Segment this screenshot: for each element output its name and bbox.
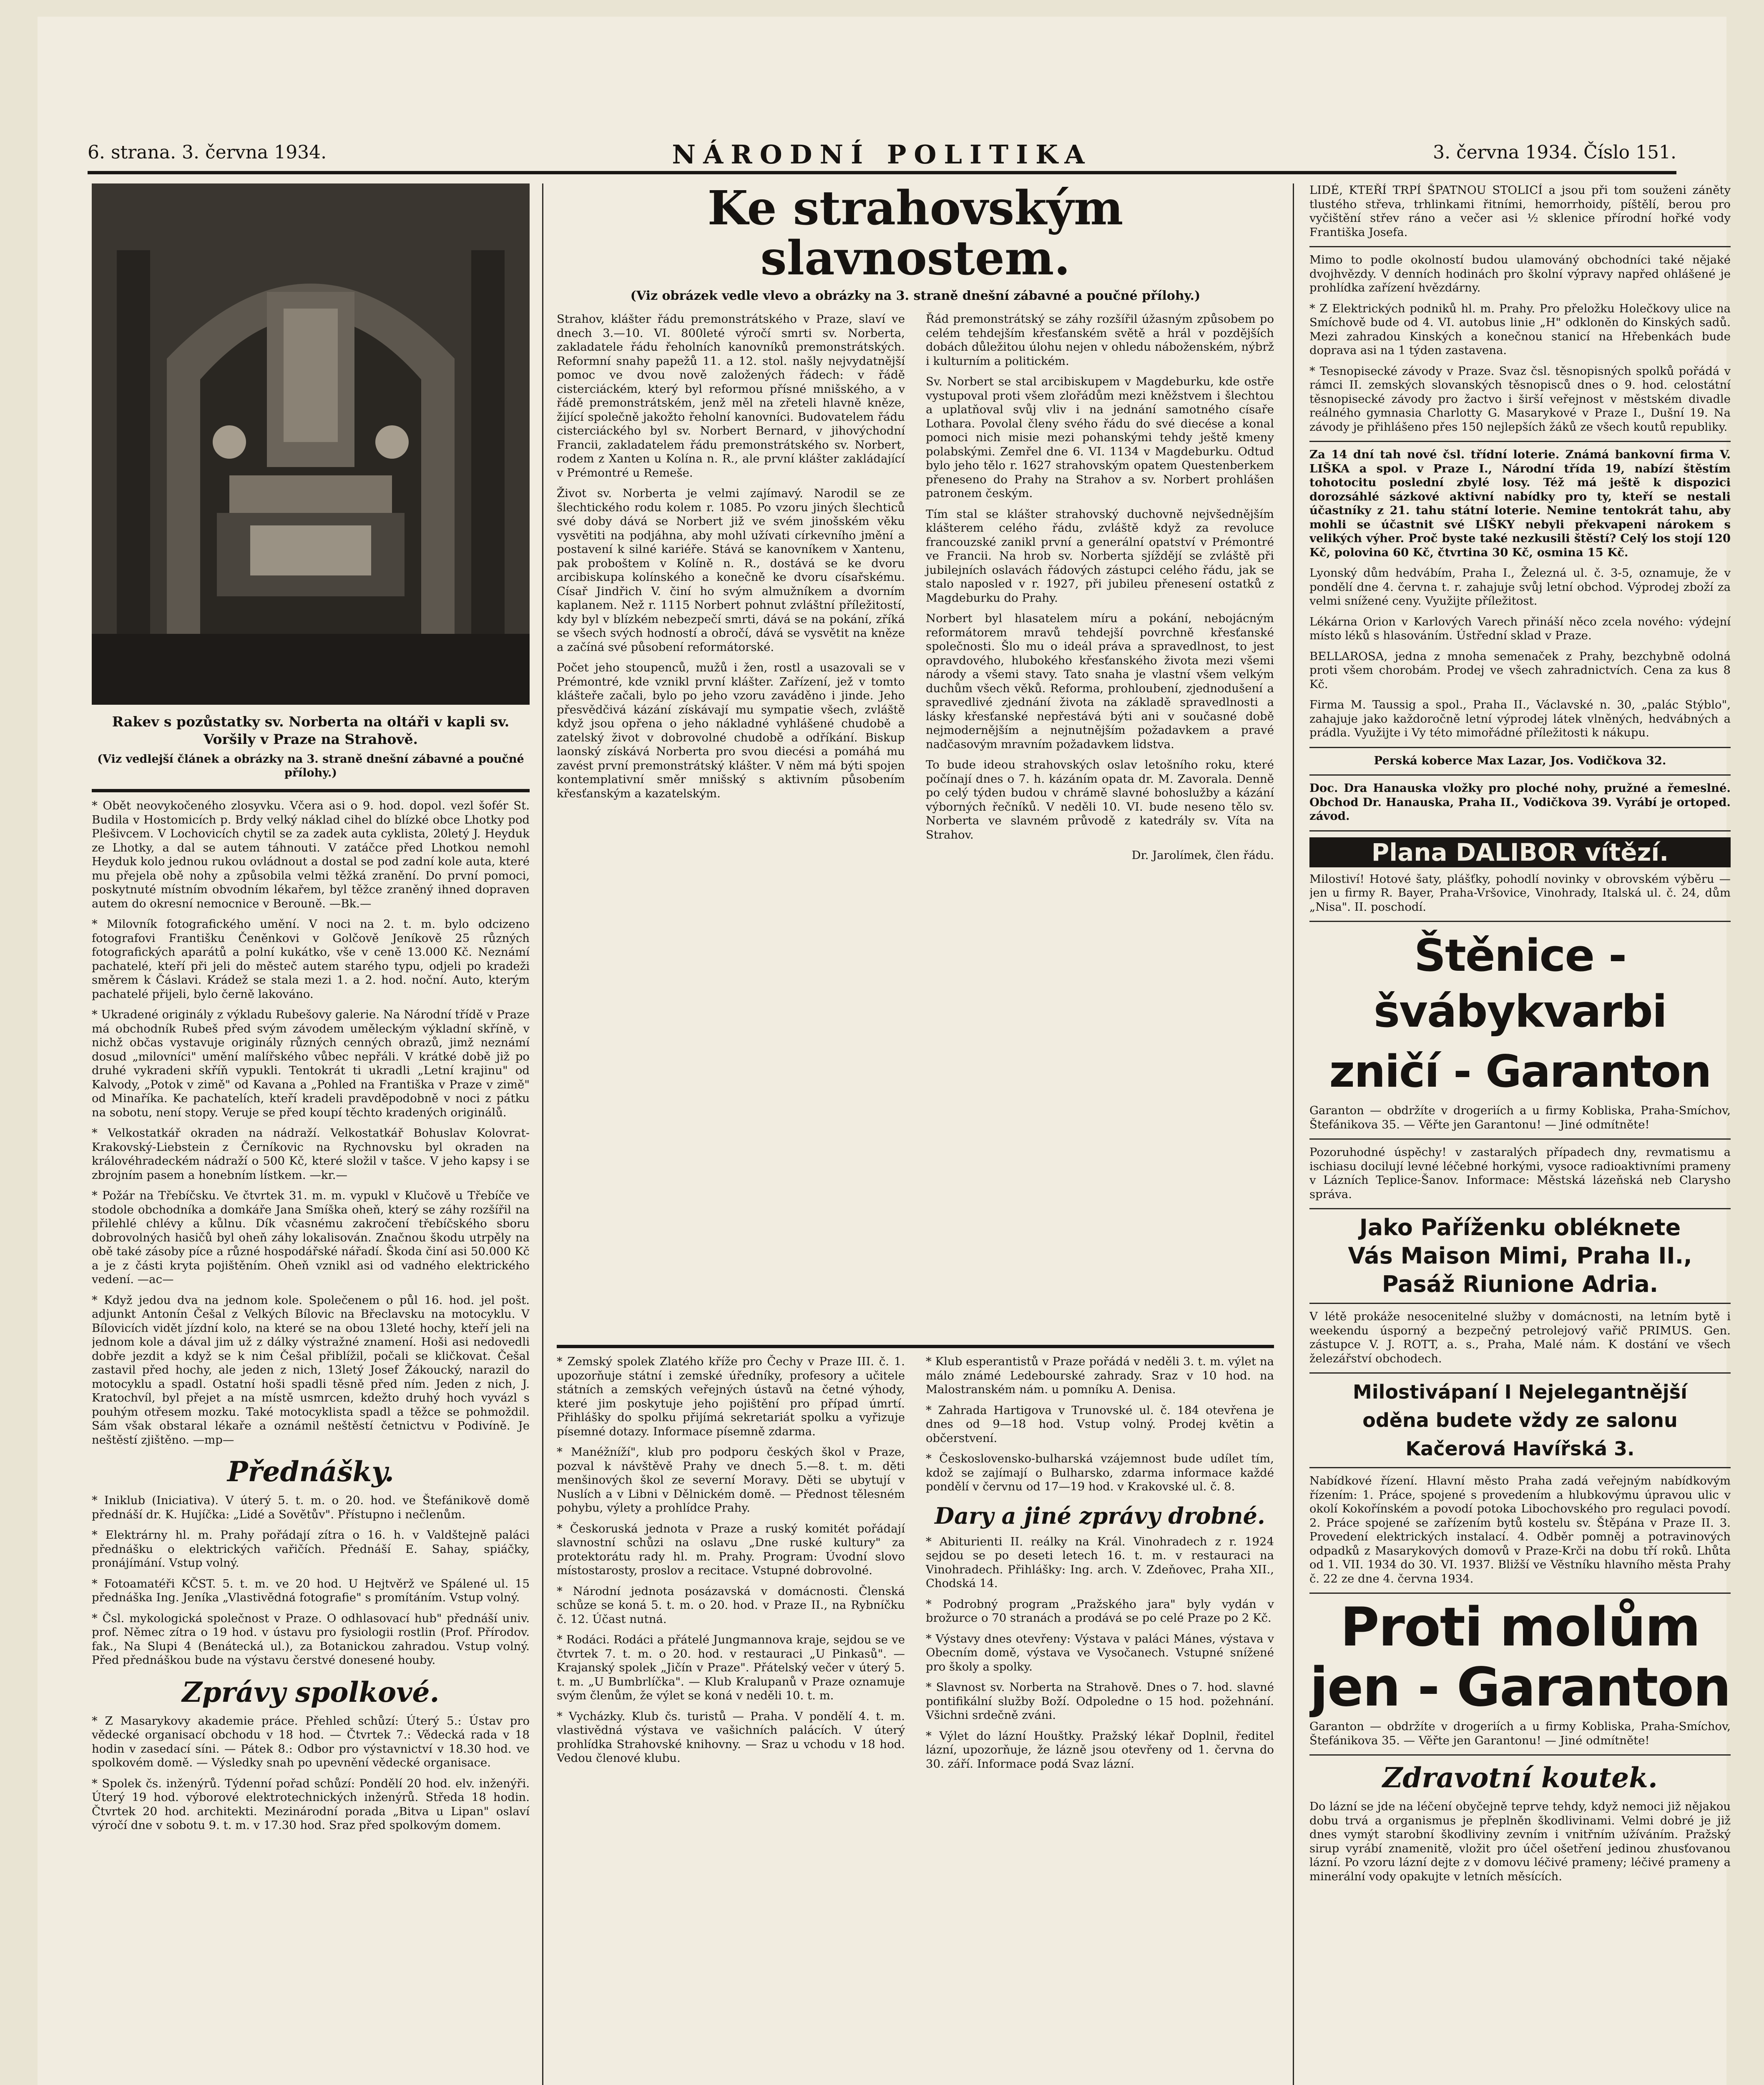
health-text: Do lázní se jde na léčení obyčejně teprve tehdy, když nemoci již nějakou dobu trvá a organismus je přeplněn škodlivinami. Velmi dobré je již dnes vymýt starobní škodliviny zevním i vnitřním užíváním. Pražský sirup vyrábí znamenitě, vložit pro účel ošetření jedinou zhusťovanou lázní. Po vzoru lázní dejte z v domovu léčivé prameny; léčivé prameny a minerální vody opakujte v letních měsících. [1309,1800,1731,1883]
article-paragraph: Strahov, klášter řádu premonstrátského v Praze, slaví ve dnech 3.—10. VI. 800leté výročí smrti sv. Norberta, zakladatele řádu řeholních kanovníků premonstrátských. Reformní snahy papežů 11. a 12. stol. našly nejvydatnější pomoc ve dvou nově založených řádech: v řádě cisterciáckém, který byl reformou přísné mnišského, a v řádě premonstrátském, jenž měl na zřeteli hlavně kněze, žijící společně jakožto řeholní kanovníci. Budovatelem řádu cisterciáckého byl sv. Norbert Bernard, v jihovýchodní Francii, zakladatelem řádu premonstrátského sv. Norbert, rodem z Xanten u Kolína n. R., ale první klášter zakládající v Prémontré u Remeše. [557,312,905,480]
ad-text: Za 14 dní tah nové čsl. třídní loterie. Známá bankovní firma V. LIŠKA a spol. v Praze I., Národní třída 19, nabízí štěstím tohotocitu poslední zbylé losy. Též má ještě k dispozici dorozsáhlé sázkové aktivní nabídky pro ty, kteří se nestali účastníky z 21. tahu státní loterie. Nemine tentokrát tahu, aby mohli se účastnit své LIŠKY nebyli překvapeni nárokem s velikých výher. Proč byste také nezkusili štěstí? Celý los stojí 120 Kč, polovina 60 Kč, čtvrtina 30 Kč, osmina 15 Kč. [1309,448,1731,559]
lecture-item: * Iniklub (Iniciativa). V úterý 5. t. m. o 20. hod. ve Štefánikově domě přednáší dr. K. Hujíčka: „Lidé a Sovětův". Přístupno i nečlenům. [92,1494,530,1521]
divider [1309,1303,1731,1304]
notice-item: * Z Elektrických podniků hl. m. Prahy. Pro přeložku Holečkovy ulice na Smíchově bude od 4. VI. autobus linie „H" odkloněn do Kinských sadů. Mezi zahradou Kinských a konečnou stanicí na Hřebenkách bude doprava asi na 1 týden zastavena. [1309,301,1731,357]
article-paragraph: Život sv. Norberta je velmi zajímavý. Narodil se ze šlechtického rodu kolem r. 1085. Po vzoru jiných šlechticů své doby dává se Norbert již ve svém jinošském věku vysvětiti na podjáhna, aby mohl užívati církevního jmění a postavení k silné kariéře. Stává se kanovníkem v Xantenu, pak proboštem v Kolíně n. R., dostává se ke dvoru arcibiskupa kolínského a konečně ke dvoru císařskému. Císař Jindřich V. činí ho svým almužníkem a dvorním kaplanem. Než r. 1115 Norbert pohnut zvláštní příležitostí, kdy byl v blízkém nebezpečí smrti, dává se na pokání, zříká se všech svých hodností a obročí, dává se vysvětit na kněze a začíná své působení reformátorské. [557,487,905,654]
divider [1309,830,1731,831]
divider [1309,774,1731,776]
ad-text: Perská koberce Max Lazar, Jos. Vodičkova 32. [1374,754,1666,767]
divider [1309,921,1731,922]
ad-text: V létě prokáže nesocenitelné služby v domácnosti, na letním bytě i weekendu úsporný a bezpečný petrolejový vařič PRIMUS. Gen. zástupce V. J. ROTT, a. s., Praha, Malé nám. K dostání ve všech železářství obchodech. [1309,1310,1731,1365]
ad-maison-line2: Vás Maison Mimi, Praha II., [1348,1243,1692,1269]
article-paragraph: Řád premonstrátský se záhy rozšířil úžasným způsobem po celém tehdejším křesťanském světě a hrál v pozdějších dobách důležitou úlohu nejen v ohledu náboženském, nýbrž i kulturním a politickém. [926,312,1274,368]
column-right [1309,183,1731,2085]
ad-proti-molum-line1: Proti molům [1340,1596,1700,1658]
divider [1309,1754,1731,1756]
article-paragraph: Počet jeho stoupenců, mužů i žen, rostl a usazovali se v Prémontré, kde vznikl první klášter. Zařízení, jež v tomto klášteře začali, bylo po jeho vzoru zaváděno i jinde. Jeho přesvědčivá kázání získávají mu sympatie všech, zvláště když jsou opřena o jeho nákladné vyhlášené chudobě a zatelský život v dobrovolné chudobě a odříkání. Biskup laonský získává Norberta pro svou diecési a pomáhá mu zavést první premonstrátský klášter. V něm má býti spojen kontemplativní směr mnišský s aktivním působením křesťanským a kazatelským. [557,661,905,800]
section-heading-lectures: Přednášky. [227,1455,394,1488]
article-column-a [557,312,905,807]
ad-maison-line3: Pasáž Riunione Adria. [1382,1271,1658,1297]
association-item: * Spolek čs. inženýrů. Týdenní pořad schůzí: Pondělí 20 hod. elv. inženýři. Úterý 19 hod. výborové elektrotechnických inženýrů. Středa 18 hodin. Čtvrtek 20 hod. architekti. Mezinárodní porada „Bitva u Lipan" oslaví výročí dne v sobotu 9. t. m. v 17.30 hod. Sraz před spolkovým domem. [92,1776,530,1832]
divider [92,789,530,792]
column-center [557,183,1274,2085]
photo-caption-sub: (Viz vedlejší článek a obrázky na 3. straně dnešní zábavné a poučné přílohy.) [97,753,524,779]
news-item: * Milovník fotografického umění. V noci na 2. t. m. bylo odcizeno fotografovi Františku Čeněnkovi v Golčově Jeníkově 25 různých fotografických aparátů a polní kukátko, vše v ceně 13.000 Kč. Neznámí pachatelé, kteří při jeli do městeč autem starého typu, odjeli po kradeži směrem k Čáslavi. Krádež se stala mezi 1. a 2. hod. noční. Auto, kterým pachatelé přijeli, bylo černě lakováno. [92,917,530,1001]
column-divider [542,183,543,2085]
section-heading-health: Zdravotní koutek. [1382,1761,1658,1794]
notice-item: * Tesnopisecké závody v Praze. Svaz čsl. těsnopisných spolků pořádá v rámci II. zemských slovanských těsnopisců dnes o 9. hod. celostátní těsnopisecké závody pro žactvo i širší veřejnost v městském divadle reálného gymnasia Charlotty G. Masarykové v Praze I., Dušní 19. Na závody je přihlášeno přes 150 nejlepších žáků ze všech koutů republiky. [1309,364,1731,434]
photo-caption: Rakev s pozůstatky sv. Norberta na oltáři v kapli sv. Voršily v Praze na Strahově. [112,713,510,747]
lecture-item: * Čsl. mykologická společnost v Praze. O odhlasovací hub" přednáší univ. prof. Němec zítra o 19 hod. v ústavu pro fysiologii rostlin (Prof. Přírodov. fak., Na Slupi 4 (Benátecká ul.), za Botanickou zahradou. Vstup volný. Před přednáškou bude na výstavu čerstvé donesené houby. [92,1611,530,1667]
notice-item: * Československo-bulharská vzájemnost bude udílet tím, kdož se zajímají o Bulharsko, zdarma informace každé pondělí v červnu od 17—19 hod. v Krakovské ul. č. 8. [926,1452,1274,1493]
divider [1309,1372,1731,1374]
ad-kacerova-line3: Kačerová Havířská 3. [1405,1437,1635,1460]
article-body [557,312,1274,1338]
notice-item: * Výlet do lázní Houštky. Pražský lékař Doplnil, ředitel lázní, upozorňuje, že lázně jsou otevřeny od 1. června do 30. září. Informace podá Svaz lázní. [926,1729,1274,1771]
divider [1309,246,1731,247]
notice-item: * Zemský spolek Zlatého kříže pro Čechy v Praze III. č. 1. upozorňuje státní i zemské úředníky, profesory a učitele státních a zemských veřejných ústavů na četné výhody, které jim poskytuje jeho pojištění pro případ úmrtí. Přihlášky do spolku přijímá sekretariát spolku a vyřizuje písemné dotazy. Informace písemně zdarma. [557,1355,905,1438]
ad-text: Milostiví! Hotové šaty, plášťky, pohodlí novinky v obrovském výběru — jen u firmy R. Bayer, Praha-Vršovice, Vinohrady, Italská ul. č. 24, dům „Nisa". II. poschodí. [1309,872,1731,914]
ad-text: Lyonský dům hedvábím, Praha I., Železná ul. č. 3-5, oznamuje, že v pondělí dne 4. června t. r. zahajuje svůj letní obchod. Výprodej zboží za velmi snížené ceny. Využijte příležitost. [1309,566,1731,608]
divider [1309,1467,1731,1468]
article-paragraph: Norbert byl hlasatelem míru a pokání, nebojácným reformátorem mravů tehdejší povrchně křesťanské společnosti. Šlo mu o ideál práva a spravedlnost, to jest opravdového, hlubokého křesťanského života mezi všemi národy a všemi stavy. Tato snaha je vlastní všem velkým duchům všech věků. Reforma, prohloubení, zjednodušení a spravedlivé zjednání života na základě spravedlnosti a lásky křesťanské nepřestává býti ani v současné době nejmodernějším a nejnutnějším požadavkem a pravé nadčasovým mravním požadavkem lidstva. [926,612,1274,751]
notice-item: * Výstavy dnes otevřeny: Výstava v paláci Mánes, výstava v Obecním domě, výstava ve Vysočanech. Vstupné snížené pro školy a spolky. [926,1632,1274,1673]
photo-altar [92,183,530,705]
article-paragraph: Tím stal se klášter strahovský duchovně nejvšednějším klášterem celého řádu, zvláště když za revoluce francouzské zanikl první a generální opatství v Prémontré ve Francii. Na hrob sv. Norberta sjíždějí se zvláště při jubilejních oslavách řádových zástupci celého řádu, jak se stalo naposled v r. 1927, při jubileu přenesení ostatků z Magdeburku do Prahy. [926,507,1274,605]
lecture-item: * Elektrárny hl. m. Prahy pořádají zítra o 16. h. v Valdštejně paláci přednášku o elektrických vařičích. Přednáší E. Sahay, spiáčky, pronájímání. Vstup volný. [92,1528,530,1570]
notices-column-b [926,1355,1274,1778]
notice-item: * Manéžníží", klub pro podporu českých škol v Praze, pozval k návštěvě Prahy ve dnech 5.—8. t. m. děti menšinových škol ze severní Moravy. Děti se ubytují v Nuslích a v Libni v Dělnickém domě. — Přednost tělesném pohybu, výlety a prohlídce Prahy. [557,1445,905,1515]
section-heading-associations: Zprávy spolkové. [182,1676,440,1708]
notice-item: * Národní jednota posázavská v domácnosti. Členská schůze se koná 5. t. m. o 20. hod. v Praze II., na Rybníčku č. 12. Účast nutná. [557,1584,905,1626]
notices-area [557,1355,1274,2085]
column-divider [1293,183,1294,2085]
article-subtitle: (Viz obrázek vedle vlevo a obrázky na 3. straně dnešní zábavné a poučné přílohy.) [630,289,1201,303]
article-title: Ke strahovským slavnostem. [707,183,1123,286]
association-item: * Z Masarykovy akademie práce. Přehled schůzí: Úterý 5.: Ústav pro vědecké organisací obchodu v 18 hod. — Čtvrtek 7.: Vědecká rada v 18 hodin v zasedací síni. — Pátek 8.: Odbor pro výstavnictví v 18.30 hod. ve spolkovém domě. — Výsledky snah po upevnění vědecké organisace. [92,1714,530,1769]
ad-text: Garanton — obdržíte v drogeriích a u firmy Kobliska, Praha-Smíchov, Štefánikova 35. — Věřte jen Garantonu! — Jiné odmítněte! [1309,1720,1731,1747]
ad-text: Doc. Dra Hanauska vložky pro ploché nohy, pružné a řemeslné. Obchod Dr. Hanauska, Praha II., Vodičkova 39. Vyrábí je ortoped. závod. [1309,781,1731,823]
ad-stenice-line1: Štěnice - švábykvarbi [1373,930,1667,1037]
ad-proti-molum-line2: jen - Garanton [1309,1656,1731,1718]
lecture-item: * Fotoamatéři KČST. 5. t. m. ve 20 hod. U Hejtvěrž ve Spálené ul. 15 přednáška Ing. Jeníka „Vlastivědná fotografie" s promítáním. Vstup volný. [92,1577,530,1604]
notice-item: Mimo to podle okolností budou ulamováný obchodníci také nějaké dvojhvězdy. V denních hodinách pro školní výpravy napřed ohlášené je prohlídka zařízení hvězdárny. [1309,253,1731,294]
article-paragraph: Sv. Norbert se stal arcibiskupem v Magdeburku, kde ostře vystupoval proti všem zlořádům mezi kněžstvem i šlechtou a uplatňoval svůj vliv i na jednání samotného císaře Lothara. Povolal členy svého řádu do své diecése a konal pomoci nich misie mezi pohanskými tehdy ještě kmeny polabskými. Zemřel dne 6. VI. 1134 v Magdeburku. Odtud bylo jeho tělo r. 1627 strahovským opatem Questenberkem přeneseno do Prahy na Strahov a sv. Norbert prohlášen patronem českým. [926,375,1274,500]
header-left: 6. strana. 3. června 1934. [88,142,327,163]
ad-maison-line1: Jako Paříženku obléknete [1359,1214,1681,1241]
altar-photo-illustration [92,183,530,705]
notice-item: * Vycházky. Klub čs. turistů — Praha. V pondělí 4. t. m. vlastivědná výstava ve vašichních palácích. V úterý prohlídka Strahovské knihovny. — Sraz u vchodu v 18 hod. Vedou členové klubu. [557,1709,905,1765]
newspaper-page [38,17,1731,2085]
divider [1309,1593,1731,1594]
news-item: * Obět neovykočeného zlosyvku. Včera asi o 9. hod. dopol. vezl šofér St. Budila v Hostomicích p. Brdy velký náklad cihel do blízké obce Lhotky pod Plešivcem. V Lochovicích chytil se za zadek auta cyklista, 20letý J. Heyduk ze Lhotky, a dal se autem táhnouti. V zatáčce před Lhotkou nemohl Heyduk kolo jednou rukou ovládnout a dostal se pod zadní kole auta, které mu přejela obě nohy a způsobila velmi těžká zranění. Do první pomoci, poskytnuté místním obvodním lékařem, byl těžce zraněný ihned dopraven autem do okresní nemocnice v Berouně. —Bk.— [92,799,530,910]
article-paragraph: To bude ideou strahovských oslav letošního roku, které počínají dnes o 7. h. kázáním opata dr. M. Zavorala. Denně po celý týden budou v chrámě slavné bohoslužby a kázání výborných řečníků. V neděli 10. VI. bude neseno tělo sv. Norberta ve slavném průvodě z katedrály sv. Víta na Strahov. [926,758,1274,842]
ad-dalibor: Plana DALIBOR vítězí. [1309,837,1731,867]
divider [1309,441,1731,442]
notice-item: * Slavnost sv. Norberta na Strahově. Dnes o 7. hod. slavné pontifikální služby Boží. Odpoledne o 15 hod. požehnání. Všichni srdečně zváni. [926,1681,1274,1722]
article-signature: Dr. Jarolímek, člen řádu. [1131,849,1274,862]
news-item: * Velkostatkář okraden na nádraží. Velkostatkář Bohuslav Kolovrat-Krakovský-Liebstein z Černíkovic na Rychnovsku byl okraden na královéhradeckém nádraží o 500 Kč, které složil v tašce. V jeho kapsy i se zbrojním pasem a honebním lístkem. —kr.— [92,1126,530,1182]
divider [1309,1138,1731,1140]
notice-item: * Klub esperantistů v Praze pořádá v neděli 3. t. m. výlet na málo známé Ledebourské zahrady. Sraz v 10 hod. na Malostranském nám. u pomníku A. Denisa. [926,1355,1274,1396]
news-item: * Ukradené originály z výkladu Rubešovy galerie. Na Národní třídě v Praze má obchodník Rubeš před svým závodem uměleckým výkladní skříně, v nichž občas vystavuje originály různých cenných obrazů, jimž neznámí dosud „milovníci" umění malířského vůbec nepřáli. V krátké době již po druhé vykradeni skříň vypukli. Tentokrát ti ukradli „Letní krajinu" od Kalvody, „Potok v zimě" od Kavana a „Pohled na Františka v Praze v zimě" od Minaříka. Ke pachatelích, kteří kradeli pravděpodobně v noci z pátku na sobotu, není stopy. Veruje se před koupí těchto kradených originálů. [92,1008,530,1119]
ad-text: BELLAROSA, jedna z mnoha semenaček z Prahy, bezchybně odolná proti všem chorobám. Prodej ve všech zahradnictvích. Cena za kus 8 Kč. [1309,649,1731,691]
divider [1309,747,1731,748]
masthead: NÁRODNÍ POLITIKA [672,139,1092,170]
ad-text: Lékárna Orion v Karlových Varech přináší něco zcela nového: výdejní místo léků s hlasováním. Ústřední sklad v Praze. [1309,615,1731,642]
section-heading-gifts: Dary a jiné zprávy drobné. [935,1502,1265,1529]
notice-item: * Rodáci. Rodáci a přátelé Jungmannova kraje, sejdou se ve čtvrtek 7. t. m. o 20. hod. v restauraci „U Pinkasů". — Krajanský spolek „Jičín v Praze". Přátelský večer v úterý 5. t. m. „U Bumbrlíčka". — Klub Kralupanů v Praze oznamuje svým členům, že výlet se koná v neděli 10. t. m. [557,1633,905,1702]
divider [1309,1208,1731,1209]
ad-kacerova-line2: oděna budete vždy ze salonu [1362,1409,1678,1432]
ad-kacerova-line1: Milostivápaní I Nejelegantnější [1353,1381,1687,1403]
article-column-b [926,312,1274,869]
column-left [92,183,530,2085]
page-header [88,139,1676,174]
notice-item: * Podrobný program „Pražského jara" byly vydán v brožurce o 70 stranách a prodává se po celé Praze po 2 Kč. [926,1597,1274,1625]
notice-item: * Zahrada Hartigova v Trunovské ul. č. 184 otevřena je dnes od 9—18 hod. Vstup volný. Prodej květin a občerstvení. [926,1403,1274,1445]
ad-text: Nabídkové řízení. Hlavní město Praha zadá veřejným nabídkovým řízením: 1. Práce, spojené s provedením a hlubkovýmu úpravou ulic v okolí Kokořínském a povodí potoka Libochovského pro regulaci povodí. 2. Práce spojené se zařízením bytů kostelu sv. Štěpána v Praze II. 3. Provedení elektrických instalací. 4. Odběr pomněj a potravinových odpadků z Masarykových domovů v Praze-Krči na dobu tří roků. Lhůta od 1. VII. 1934 do 30. VI. 1937. Bližší ve Věstníku hlavního města Prahy č. 22 ze dne 4. června 1934. [1309,1474,1731,1585]
header-right: 3. června 1934. Číslo 151. [1433,142,1676,163]
divider [557,1345,1274,1348]
ad-text: Firma M. Taussig a spol., Praha II., Václavské n. 30, „palác Stýblo", zahajuje jako každoročně letní výprodej látek vlněných, hedvábných a prádla. Využijte i Vy této mimořádné příležitosti k nákupu. [1309,698,1731,739]
notices-column-a [557,1355,905,1772]
ad-text: Garanton — obdržíte v drogeriích a u firmy Kobliska, Praha-Smíchov, Štefánikova 35. — Věřte jen Garantonu! — Jiné odmítněte! [1309,1104,1731,1131]
news-item: * Požár na Třebíčsku. Ve čtvrtek 31. m. m. vypukl v Klučově u Třebíče ve stodole obchodníka a domkáře Jana Smíška oheň, který se záhy rozšířil na přilehlé chlévy a kůlnu. Dík včasnému zakročení třebíčského sboru dobrovolných hasičů byl oheň záhy lokalisován. Značnou škodu utrpěly na obě také zásoby píce a různé hospodářské nářadí. Škoda činí asi 50.000 Kč a je z části kryta pojištěním. Oheň vznikl asi od vadného elektrického vedení. —ac— [92,1189,530,1286]
notice-item: * Českoruská jednota v Praze a ruský komitét pořádají slavnostní schůzi na oslavu „Dne ruské kultury" za protektorátu rady hl. m. Prahy. Program: Úvodní slovo místostarosty, proslov a recitace. Vstupné dobrovolné. [557,1522,905,1577]
ad-stenice-line2: zničí - Garanton [1329,1046,1711,1097]
ad-text: LIDÉ, KTEŘÍ TRPÍ ŠPATNOU STOLICÍ a jsou při tom souženi záněty tlustého střeva, trhlinkami řitními, hemorrhoidy, píštělí, berou pro vyčištění střev ráno a večer asi ½ sklenice přírodní hořké vody Františka Josefa. [1309,183,1731,239]
notice-item: * Abiturienti II. reálky na Král. Vinohradech z r. 1924 sejdou se po deseti letech 16. t. m. v restauraci na Vinohradech. Přihlášky: Ing. arch. V. Zdeňovec, Praha XII., Chodská 14. [926,1535,1274,1590]
news-item: * Když jedou dva na jednom kole. Společenem o půl 16. hod. jel pošt. adjunkt Antonín Češal z Velkých Bílovic na Břeclavsku na motocyklu. V Bílovicích vidět jízdní kolo, na které se na obou 13leté hochy, kteří jeli na jednom kole a dával jim už z dálky výstražné znamení. Hoši asi nedovedli dobře jezdit a když se k nim Češal přiblížil, počali se kličkovat. Češal zastavil před hochy, ale jeden z nich, 13letý Josef Žákoucký, narazil do motocyklu a spadl. Ostatní hoši spadli těsně před ním. Jeden z nich, J. Kratochvíl, byl přejet a na místě usmrcen, kdežto druhý hoch vyvázl s pouhým otřesem mozku. Také motocyklista spadl a těžce se pohmoždil. Sám však obstaral lékaře a oznámil neštěstí četnictvu v Podivíně. Je neštěstí zjištěno. —mp— [92,1293,530,1447]
ad-text: Pozoruhodné úspěchy! v zastaralých případech dny, revmatismu a ischiasu docilují levné léčebné horkými, vysoce radioaktivními prameny v Lázních Teplice-Šanov. Informace: Městská lázeňská neb Clarysho správa. [1309,1145,1731,1201]
